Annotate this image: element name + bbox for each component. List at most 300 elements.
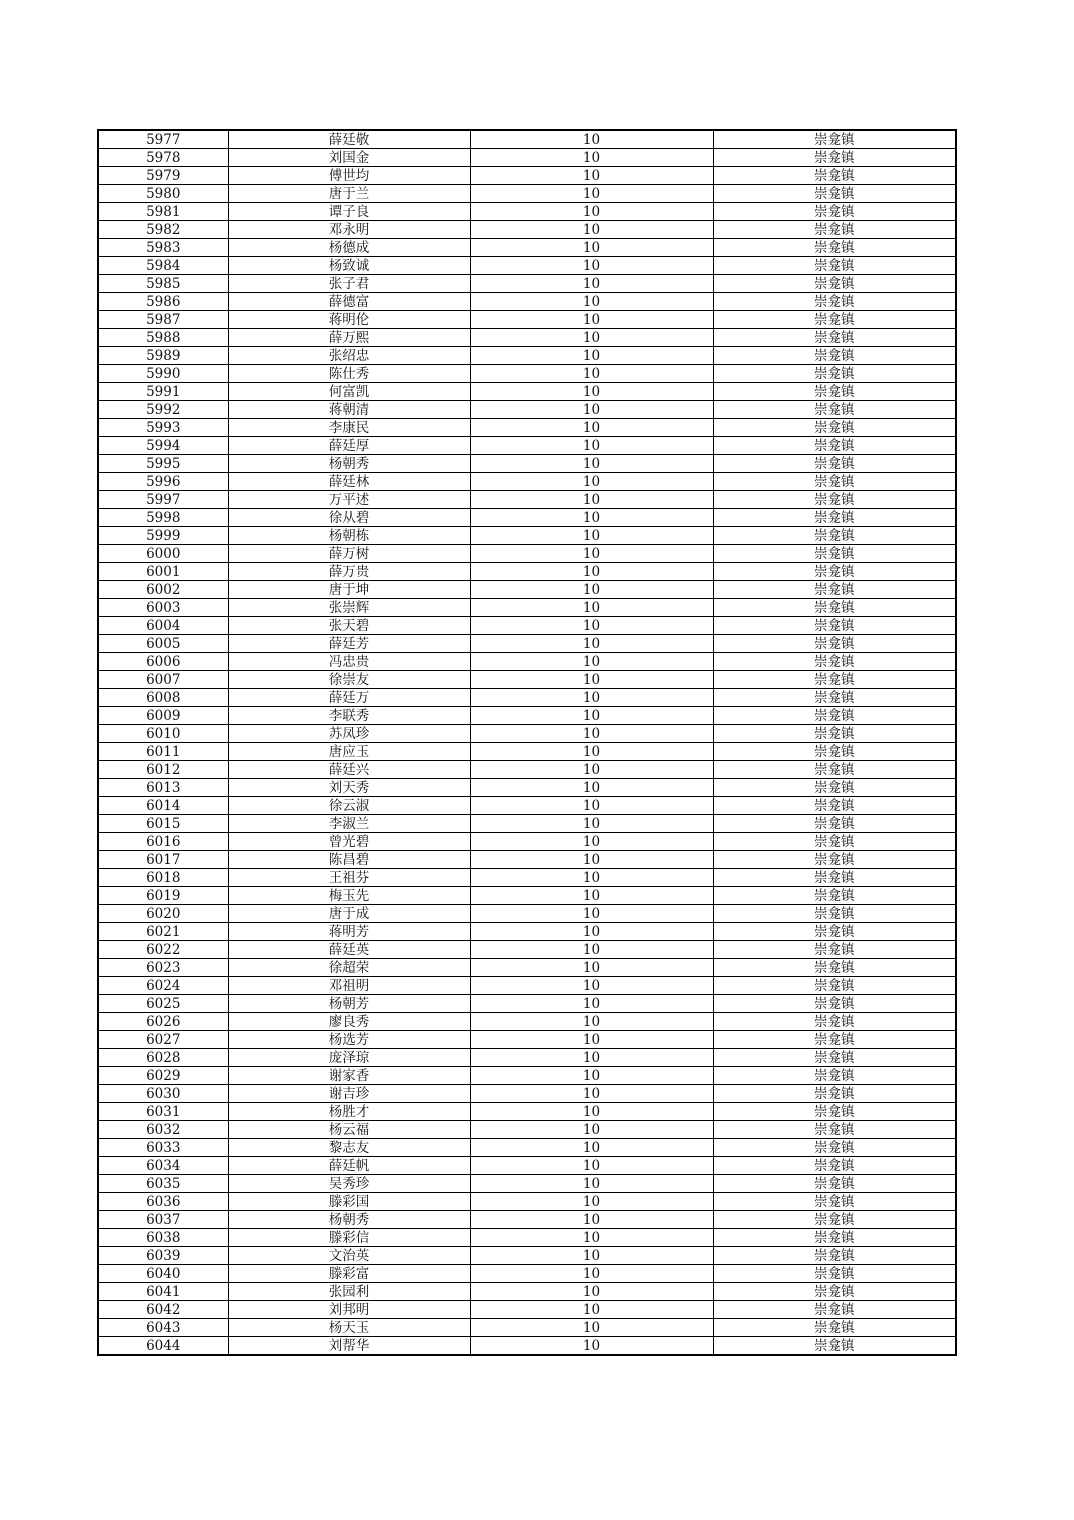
amount-cell: 10 — [470, 617, 713, 635]
town-cell: 崇龛镇 — [713, 365, 956, 383]
town-cell: 崇龛镇 — [713, 383, 956, 401]
table-row — [98, 1193, 956, 1211]
amount-cell: 10 — [470, 311, 713, 329]
table-row — [98, 977, 956, 995]
amount-cell: 10 — [470, 1247, 713, 1265]
town-cell: 崇龛镇 — [713, 455, 956, 473]
amount-cell: 10 — [470, 437, 713, 455]
town-cell: 崇龛镇 — [713, 167, 956, 185]
name-cell: 徐云淑 — [228, 797, 470, 815]
row-number-cell: 5977 — [98, 130, 228, 149]
name-cell: 薛廷万 — [228, 689, 470, 707]
amount-cell: 10 — [470, 257, 713, 275]
row-number-cell: 6019 — [98, 887, 228, 905]
row-number-cell: 5997 — [98, 491, 228, 509]
row-number-cell: 5999 — [98, 527, 228, 545]
town-cell: 崇龛镇 — [713, 977, 956, 995]
amount-cell: 10 — [470, 293, 713, 311]
amount-cell: 10 — [470, 365, 713, 383]
town-cell: 崇龛镇 — [713, 797, 956, 815]
table-row — [98, 365, 956, 383]
table-row — [98, 149, 956, 167]
row-number-cell: 5998 — [98, 509, 228, 527]
table-row — [98, 203, 956, 221]
name-cell: 唐于成 — [228, 905, 470, 923]
row-number-cell: 5979 — [98, 167, 228, 185]
row-number-cell: 6035 — [98, 1175, 228, 1193]
amount-cell: 10 — [470, 707, 713, 725]
town-cell: 崇龛镇 — [713, 599, 956, 617]
table-row — [98, 959, 956, 977]
amount-cell: 10 — [470, 1337, 713, 1356]
row-number-cell: 6017 — [98, 851, 228, 869]
row-number-cell: 6033 — [98, 1139, 228, 1157]
table-row — [98, 581, 956, 599]
amount-cell: 10 — [470, 1067, 713, 1085]
town-cell: 崇龛镇 — [713, 221, 956, 239]
name-cell: 谭子良 — [228, 203, 470, 221]
name-cell: 刘邦明 — [228, 1301, 470, 1319]
table-row — [98, 1301, 956, 1319]
row-number-cell: 5988 — [98, 329, 228, 347]
table-row — [98, 1103, 956, 1121]
table-row — [98, 815, 956, 833]
town-cell: 崇龛镇 — [713, 491, 956, 509]
amount-cell: 10 — [470, 815, 713, 833]
town-cell: 崇龛镇 — [713, 275, 956, 293]
name-cell: 薛廷林 — [228, 473, 470, 491]
amount-cell: 10 — [470, 1175, 713, 1193]
name-cell: 冯忠贵 — [228, 653, 470, 671]
row-number-cell: 5990 — [98, 365, 228, 383]
town-cell: 崇龛镇 — [713, 887, 956, 905]
row-number-cell: 6037 — [98, 1211, 228, 1229]
town-cell: 崇龛镇 — [713, 959, 956, 977]
town-cell: 崇龛镇 — [713, 1103, 956, 1121]
row-number-cell: 6006 — [98, 653, 228, 671]
amount-cell: 10 — [470, 833, 713, 851]
name-cell: 万平述 — [228, 491, 470, 509]
table-row — [98, 995, 956, 1013]
name-cell: 滕彩国 — [228, 1193, 470, 1211]
town-cell: 崇龛镇 — [713, 995, 956, 1013]
row-number-cell: 5989 — [98, 347, 228, 365]
amount-cell: 10 — [470, 725, 713, 743]
row-number-cell: 5994 — [98, 437, 228, 455]
table-row — [98, 1319, 956, 1337]
name-cell: 薛万树 — [228, 545, 470, 563]
row-number-cell: 6018 — [98, 869, 228, 887]
town-cell: 崇龛镇 — [713, 419, 956, 437]
amount-cell: 10 — [470, 887, 713, 905]
row-number-cell: 5980 — [98, 185, 228, 203]
table-row — [98, 275, 956, 293]
amount-cell: 10 — [470, 599, 713, 617]
name-cell: 杨胜才 — [228, 1103, 470, 1121]
amount-cell: 10 — [470, 149, 713, 167]
table-row — [98, 545, 956, 563]
table-row — [98, 1175, 956, 1193]
name-cell: 陈昌碧 — [228, 851, 470, 869]
amount-cell: 10 — [470, 923, 713, 941]
amount-cell: 10 — [470, 779, 713, 797]
town-cell: 崇龛镇 — [713, 1013, 956, 1031]
town-cell: 崇龛镇 — [713, 1229, 956, 1247]
row-number-cell: 5983 — [98, 239, 228, 257]
name-cell: 何富凯 — [228, 383, 470, 401]
row-number-cell: 6016 — [98, 833, 228, 851]
table-row — [98, 707, 956, 725]
row-number-cell: 6008 — [98, 689, 228, 707]
town-cell: 崇龛镇 — [713, 437, 956, 455]
name-cell: 杨朝栋 — [228, 527, 470, 545]
town-cell: 崇龛镇 — [713, 941, 956, 959]
town-cell: 崇龛镇 — [713, 1265, 956, 1283]
row-number-cell: 5993 — [98, 419, 228, 437]
table-row — [98, 185, 956, 203]
town-cell: 崇龛镇 — [713, 130, 956, 149]
town-cell: 崇龛镇 — [713, 869, 956, 887]
amount-cell: 10 — [470, 221, 713, 239]
amount-cell: 10 — [470, 491, 713, 509]
amount-cell: 10 — [470, 761, 713, 779]
amount-cell: 10 — [470, 401, 713, 419]
name-cell: 庞泽琼 — [228, 1049, 470, 1067]
table-row — [98, 1067, 956, 1085]
amount-cell: 10 — [470, 329, 713, 347]
row-number-cell: 6026 — [98, 1013, 228, 1031]
name-cell: 蒋明芳 — [228, 923, 470, 941]
town-cell: 崇龛镇 — [713, 1067, 956, 1085]
amount-cell: 10 — [470, 1265, 713, 1283]
town-cell: 崇龛镇 — [713, 527, 956, 545]
row-number-cell: 6024 — [98, 977, 228, 995]
amount-cell: 10 — [470, 383, 713, 401]
town-cell: 崇龛镇 — [713, 311, 956, 329]
amount-cell: 10 — [470, 527, 713, 545]
table-row — [98, 941, 956, 959]
name-cell: 李康民 — [228, 419, 470, 437]
town-cell: 崇龛镇 — [713, 761, 956, 779]
table-row — [98, 437, 956, 455]
town-cell: 崇龛镇 — [713, 743, 956, 761]
name-cell: 文治英 — [228, 1247, 470, 1265]
name-cell: 薛德富 — [228, 293, 470, 311]
town-cell: 崇龛镇 — [713, 545, 956, 563]
table-row — [98, 563, 956, 581]
row-number-cell: 6013 — [98, 779, 228, 797]
amount-cell: 10 — [470, 1229, 713, 1247]
town-cell: 崇龛镇 — [713, 617, 956, 635]
name-cell: 傅世均 — [228, 167, 470, 185]
amount-cell: 10 — [470, 1157, 713, 1175]
row-number-cell: 5985 — [98, 275, 228, 293]
amount-cell: 10 — [470, 545, 713, 563]
town-cell: 崇龛镇 — [713, 1283, 956, 1301]
town-cell: 崇龛镇 — [713, 1301, 956, 1319]
amount-cell: 10 — [470, 905, 713, 923]
town-cell: 崇龛镇 — [713, 401, 956, 419]
table-row — [98, 599, 956, 617]
name-cell: 薛万熙 — [228, 329, 470, 347]
town-cell: 崇龛镇 — [713, 1319, 956, 1337]
table-row — [98, 221, 956, 239]
town-cell: 崇龛镇 — [713, 1175, 956, 1193]
table-row — [98, 401, 956, 419]
row-number-cell: 5992 — [98, 401, 228, 419]
name-cell: 张子君 — [228, 275, 470, 293]
row-number-cell: 6012 — [98, 761, 228, 779]
amount-cell: 10 — [470, 959, 713, 977]
town-cell: 崇龛镇 — [713, 725, 956, 743]
row-number-cell: 6044 — [98, 1337, 228, 1356]
row-number-cell: 6042 — [98, 1301, 228, 1319]
row-number-cell: 6028 — [98, 1049, 228, 1067]
name-cell: 杨选芳 — [228, 1031, 470, 1049]
table-row — [98, 923, 956, 941]
table-row — [98, 1013, 956, 1031]
table-row — [98, 509, 956, 527]
table-row — [98, 130, 956, 149]
town-cell: 崇龛镇 — [713, 563, 956, 581]
row-number-cell: 6002 — [98, 581, 228, 599]
row-number-cell: 6023 — [98, 959, 228, 977]
name-cell: 薛廷芳 — [228, 635, 470, 653]
name-cell: 刘国金 — [228, 149, 470, 167]
row-number-cell: 6009 — [98, 707, 228, 725]
amount-cell: 10 — [470, 977, 713, 995]
row-number-cell: 6025 — [98, 995, 228, 1013]
row-number-cell: 6039 — [98, 1247, 228, 1265]
table-row — [98, 383, 956, 401]
amount-cell: 10 — [470, 1031, 713, 1049]
row-number-cell: 6036 — [98, 1193, 228, 1211]
row-number-cell: 6038 — [98, 1229, 228, 1247]
town-cell: 崇龛镇 — [713, 635, 956, 653]
row-number-cell: 6030 — [98, 1085, 228, 1103]
town-cell: 崇龛镇 — [713, 1031, 956, 1049]
row-number-cell: 6007 — [98, 671, 228, 689]
name-cell: 廖良秀 — [228, 1013, 470, 1031]
amount-cell: 10 — [470, 1121, 713, 1139]
name-cell: 杨朝秀 — [228, 1211, 470, 1229]
data-table — [97, 129, 957, 1356]
amount-cell: 10 — [470, 203, 713, 221]
amount-cell: 10 — [470, 185, 713, 203]
row-number-cell: 6015 — [98, 815, 228, 833]
name-cell: 徐超荣 — [228, 959, 470, 977]
amount-cell: 10 — [470, 473, 713, 491]
amount-cell: 10 — [470, 1049, 713, 1067]
town-cell: 崇龛镇 — [713, 1157, 956, 1175]
name-cell: 陈仕秀 — [228, 365, 470, 383]
table-row — [98, 851, 956, 869]
name-cell: 蒋朝清 — [228, 401, 470, 419]
row-number-cell: 6021 — [98, 923, 228, 941]
name-cell: 曾光碧 — [228, 833, 470, 851]
amount-cell: 10 — [470, 130, 713, 149]
table-row — [98, 725, 956, 743]
name-cell: 杨朝秀 — [228, 455, 470, 473]
name-cell: 唐于兰 — [228, 185, 470, 203]
row-number-cell: 6032 — [98, 1121, 228, 1139]
name-cell: 张绍忠 — [228, 347, 470, 365]
town-cell: 崇龛镇 — [713, 689, 956, 707]
name-cell: 杨云福 — [228, 1121, 470, 1139]
row-number-cell: 6000 — [98, 545, 228, 563]
town-cell: 崇龛镇 — [713, 671, 956, 689]
town-cell: 崇龛镇 — [713, 203, 956, 221]
table-row — [98, 473, 956, 491]
name-cell: 黎志友 — [228, 1139, 470, 1157]
row-number-cell: 6014 — [98, 797, 228, 815]
amount-cell: 10 — [470, 743, 713, 761]
name-cell: 苏凤珍 — [228, 725, 470, 743]
table-row — [98, 617, 956, 635]
name-cell: 薛廷英 — [228, 941, 470, 959]
town-cell: 崇龛镇 — [713, 1211, 956, 1229]
town-cell: 崇龛镇 — [713, 1121, 956, 1139]
name-cell: 谢家香 — [228, 1067, 470, 1085]
name-cell: 滕彩信 — [228, 1229, 470, 1247]
name-cell: 薛廷帆 — [228, 1157, 470, 1175]
town-cell: 崇龛镇 — [713, 1085, 956, 1103]
row-number-cell: 6041 — [98, 1283, 228, 1301]
amount-cell: 10 — [470, 851, 713, 869]
table-row — [98, 491, 956, 509]
amount-cell: 10 — [470, 347, 713, 365]
row-number-cell: 6029 — [98, 1067, 228, 1085]
town-cell: 崇龛镇 — [713, 347, 956, 365]
table-row — [98, 779, 956, 797]
town-cell: 崇龛镇 — [713, 1193, 956, 1211]
amount-cell: 10 — [470, 1319, 713, 1337]
name-cell: 薛万贵 — [228, 563, 470, 581]
amount-cell: 10 — [470, 581, 713, 599]
row-number-cell: 5991 — [98, 383, 228, 401]
table-row — [98, 1211, 956, 1229]
table-row — [98, 671, 956, 689]
row-number-cell: 5984 — [98, 257, 228, 275]
table-row — [98, 239, 956, 257]
table-row — [98, 1049, 956, 1067]
row-number-cell: 5982 — [98, 221, 228, 239]
table-row — [98, 1229, 956, 1247]
amount-cell: 10 — [470, 941, 713, 959]
table-row — [98, 527, 956, 545]
row-number-cell: 6001 — [98, 563, 228, 581]
table-row — [98, 419, 956, 437]
name-cell: 杨致诚 — [228, 257, 470, 275]
amount-cell: 10 — [470, 635, 713, 653]
amount-cell: 10 — [470, 869, 713, 887]
name-cell: 李联秀 — [228, 707, 470, 725]
table-row — [98, 887, 956, 905]
table-row — [98, 311, 956, 329]
name-cell: 谢吉珍 — [228, 1085, 470, 1103]
town-cell: 崇龛镇 — [713, 1139, 956, 1157]
amount-cell: 10 — [470, 419, 713, 437]
table-row — [98, 167, 956, 185]
table-row — [98, 1121, 956, 1139]
name-cell: 薛廷敬 — [228, 130, 470, 149]
town-cell: 崇龛镇 — [713, 815, 956, 833]
row-number-cell: 5986 — [98, 293, 228, 311]
table-row — [98, 689, 956, 707]
town-cell: 崇龛镇 — [713, 473, 956, 491]
town-cell: 崇龛镇 — [713, 833, 956, 851]
name-cell: 滕彩富 — [228, 1265, 470, 1283]
name-cell: 杨朝芳 — [228, 995, 470, 1013]
table-row — [98, 1085, 956, 1103]
row-number-cell: 6020 — [98, 905, 228, 923]
name-cell: 徐从碧 — [228, 509, 470, 527]
table-row — [98, 1337, 956, 1356]
amount-cell: 10 — [470, 563, 713, 581]
name-cell: 张天碧 — [228, 617, 470, 635]
amount-cell: 10 — [470, 1301, 713, 1319]
amount-cell: 10 — [470, 1103, 713, 1121]
row-number-cell: 6031 — [98, 1103, 228, 1121]
town-cell: 崇龛镇 — [713, 1247, 956, 1265]
amount-cell: 10 — [470, 653, 713, 671]
amount-cell: 10 — [470, 689, 713, 707]
table-row — [98, 869, 956, 887]
name-cell: 张崇辉 — [228, 599, 470, 617]
table-row — [98, 1157, 956, 1175]
row-number-cell: 6003 — [98, 599, 228, 617]
table-row — [98, 743, 956, 761]
row-number-cell: 6027 — [98, 1031, 228, 1049]
table-row — [98, 293, 956, 311]
town-cell: 崇龛镇 — [713, 257, 956, 275]
name-cell: 薛廷厚 — [228, 437, 470, 455]
row-number-cell: 5996 — [98, 473, 228, 491]
row-number-cell: 5981 — [98, 203, 228, 221]
name-cell: 薛廷兴 — [228, 761, 470, 779]
table-row — [98, 905, 956, 923]
name-cell: 邓祖明 — [228, 977, 470, 995]
table-row — [98, 833, 956, 851]
row-number-cell: 6040 — [98, 1265, 228, 1283]
table-row — [98, 257, 956, 275]
name-cell: 刘帮华 — [228, 1337, 470, 1356]
town-cell: 崇龛镇 — [713, 185, 956, 203]
row-number-cell: 6004 — [98, 617, 228, 635]
amount-cell: 10 — [470, 1085, 713, 1103]
name-cell: 李淑兰 — [228, 815, 470, 833]
name-cell: 梅玉先 — [228, 887, 470, 905]
town-cell: 崇龛镇 — [713, 851, 956, 869]
row-number-cell: 6005 — [98, 635, 228, 653]
table-row — [98, 797, 956, 815]
name-cell: 唐于坤 — [228, 581, 470, 599]
amount-cell: 10 — [470, 995, 713, 1013]
amount-cell: 10 — [470, 1211, 713, 1229]
town-cell: 崇龛镇 — [713, 905, 956, 923]
town-cell: 崇龛镇 — [713, 509, 956, 527]
row-number-cell: 6022 — [98, 941, 228, 959]
row-number-cell: 6010 — [98, 725, 228, 743]
town-cell: 崇龛镇 — [713, 779, 956, 797]
name-cell: 邓永明 — [228, 221, 470, 239]
row-number-cell: 6011 — [98, 743, 228, 761]
table-row — [98, 1265, 956, 1283]
town-cell: 崇龛镇 — [713, 923, 956, 941]
town-cell: 崇龛镇 — [713, 707, 956, 725]
name-cell: 张园利 — [228, 1283, 470, 1301]
name-cell: 吴秀珍 — [228, 1175, 470, 1193]
